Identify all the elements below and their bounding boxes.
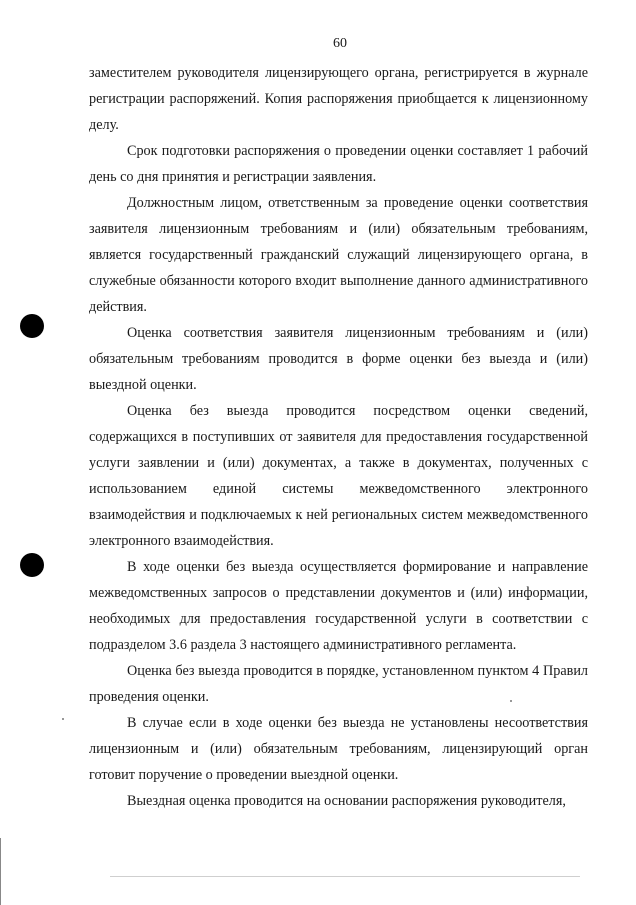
paragraph-assessment-forms: Оценка соответствия заявителя лицензионным требованиям и (или) обязательным требованиям проводится в форме оценки без выезда и (или) выездной оценки. <box>89 325 588 393</box>
punch-hole-mark <box>20 314 44 338</box>
scan-edge-line <box>0 838 1 905</box>
scan-speck <box>510 700 512 702</box>
paragraph-continuation: заместителем руководителя лицензирующего органа, регистрируется в журнале регистрации распоряжений. Копия распоряжения приобщается к лицензионному делу. <box>89 65 588 133</box>
paragraph-assessment-procedure: Оценка без выезда проводится в порядке, установленном пунктом 4 Правил проведения оценки. <box>89 663 588 705</box>
paragraph-responsible-official: Должностным лицом, ответственным за проведение оценки соответствия заявителя лицензионным требованиям и (или) обязательным требованиям, является государственный гражданский служащий лицензирующего органа, в служебные обязанности которого входит выполнение данного административного действия. <box>89 195 588 315</box>
paragraph-order-preparation-term: Срок подготовки распоряжения о проведении оценки составляет 1 рабочий день со дня принятия и регистрации заявления. <box>89 143 588 185</box>
document-body <box>89 60 588 814</box>
scan-bottom-line <box>110 876 580 877</box>
scan-speck <box>62 718 64 720</box>
page-number: 60 <box>333 36 347 51</box>
paragraph-onsite-assignment: В случае если в ходе оценки без выезда не установлены несоответствия лицензионным и (или) обязательным требованиям, лицензирующий орган готовит поручение о проведении выездной оценки. <box>89 715 588 783</box>
paragraph-interagency-requests: В ходе оценки без выезда осуществляется формирование и направление межведомственных запросов о представлении документов и (или) информации, необходимых для предоставления государственной услуги в соответствии с подразделом 3.6 раздела 3 настоящего административного регламента. <box>89 559 588 653</box>
paragraph-remote-assessment: Оценка без выезда проводится посредством оценки сведений, содержащихся в поступивших от заявителя для предоставления государственной услуги заявлении и (или) документах, а также в документах, полученных с использованием единой системы межведомственного электронного взаимодействия и подключаемых к ней региональных систем межведомственного электронного взаимодействия. <box>89 403 588 549</box>
punch-hole-mark <box>20 553 44 577</box>
paragraph-onsite-basis: Выездная оценка проводится на основании распоряжения руководителя, <box>127 793 566 809</box>
